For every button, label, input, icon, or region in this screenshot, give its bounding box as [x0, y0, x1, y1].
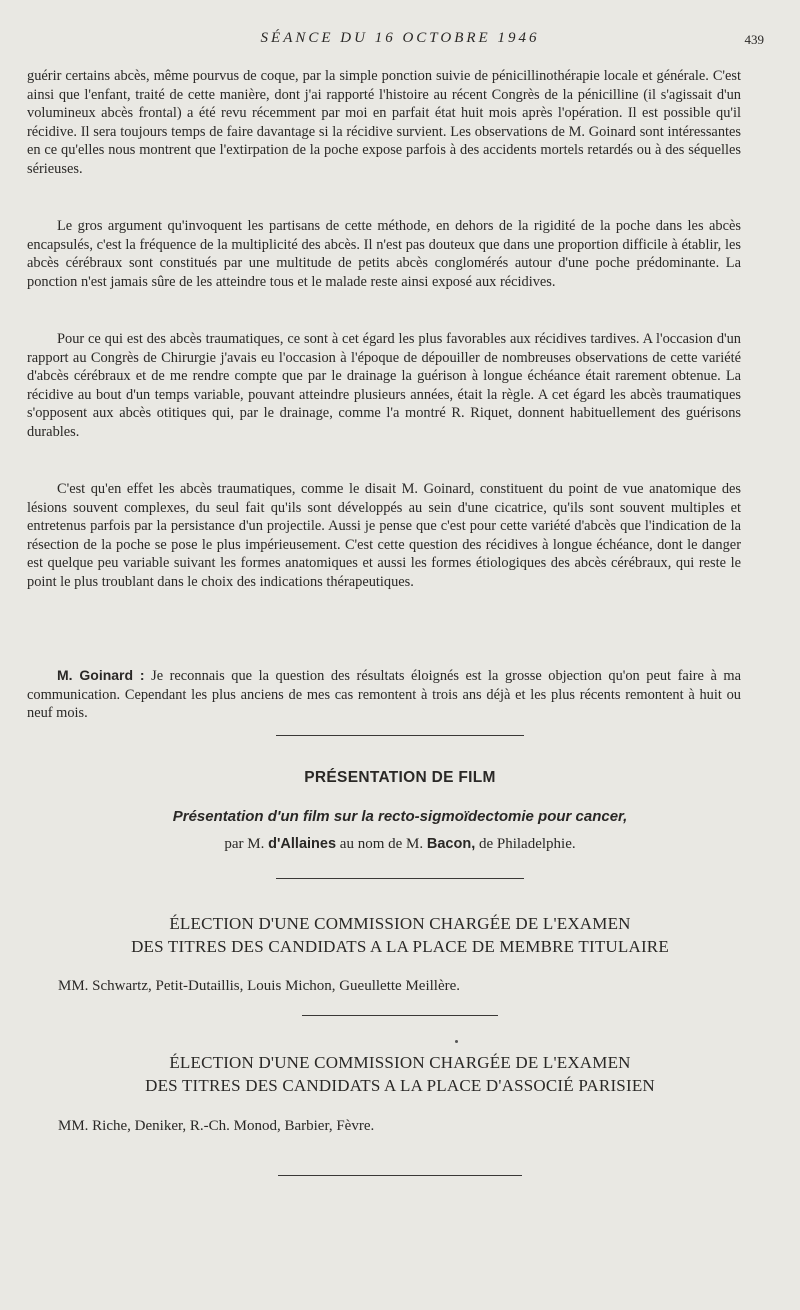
election-associe-heading-line-2: DES TITRES DES CANDIDATS A LA PLACE D'ASSOCIÉ PARISIEN — [145, 1076, 655, 1095]
ink-speck — [455, 1040, 458, 1043]
running-head-title: SÉANCE DU 16 OCTOBRE 1946 — [260, 30, 540, 46]
byline-suffix: de Philadelphie. — [478, 836, 576, 852]
election-titulaire-members: MM. Schwartz, Petit-Dutaillis, Louis Michon, Gueullette Meillère. — [58, 978, 461, 994]
section-divider — [276, 735, 524, 736]
section-divider — [276, 878, 524, 879]
election-associe-members: MM. Riche, Deniker, R.-Ch. Monod, Barbier, Fèvre. — [58, 1118, 375, 1134]
byline-author: d'Allaines — [268, 836, 337, 852]
reply-speaker: M. Goinard : — [57, 667, 145, 683]
film-heading: PRÉSENTATION DE FILM — [304, 769, 496, 786]
paragraph-2: Le gros argument qu'invoquent les partisans de cette méthode, en dehors de la rigidité de la poche dans les abcès encapsulés, c'est la fréquence de la multiplicité des abcès. Il n'est pas douteux que dans une proportion difficile à établir, les abcès cérébraux sont constitués par une multitude de petits abcès conglomérés autour d'une poche prédominante. La ponction n'est jamais sûre de les atteindre tous et le malade reste ainsi exposé aux récidives. — [27, 218, 741, 290]
paragraph-3: Pour ce qui est des abcès traumatiques, ce sont à cet égard les plus favorables aux récidives tardives. A l'occasion d'un rapport au Congrès de Chirurgie j'avais eu l'occasion à l'époque de dépouiller de nombreuses observations de cette variété d'abcès cérébraux et de me rendre compte que par le drainage la guérison à longue échéance était rarement obtenue. La récidive au bout d'un temps variable, pouvant atteindre plusieurs années, était la règle. A cet égard les abcès traumatiques s'opposent aux abcès otitiques qui, par le drainage, comme l'a montré R. Riquet, donnent habituellement des guérisons durables. — [27, 331, 741, 440]
paragraph-1: guérir certains abcès, même pourvus de coque, par la simple ponction suivie de pénicillinothérapie locale et générale. C'est ainsi que l'enfant, traité de cette manière, dont j'ai rapporté l'histoire au récent Congrès de la pénicilline (il s'agissait d'un volumineux abcès frontal) a été revu récemment par moi en parfait état huit mois après l'opération. Il est possible qu'il récidive. Il sera toujours temps de faire davantage si la récidive survient. Les observations de M. Goinard sont intéressantes en ce qu'elles nous montrent que l'extirpation de la poche expose parfois à des accidents mortels retardés ou à des séquelles sérieuses. — [27, 68, 741, 177]
section-divider — [278, 1175, 522, 1176]
film-title: Présentation d'un film sur la recto-sigmoïdectomie pour cancer, — [172, 808, 628, 825]
election-titulaire-heading-line-1: ÉLECTION D'UNE COMMISSION CHARGÉE DE L'EXAMEN — [169, 914, 631, 933]
goinard-reply — [27, 666, 741, 723]
byline-coauthor: Bacon, — [426, 836, 476, 852]
running-head — [0, 30, 800, 52]
paragraph-4: C'est qu'en effet les abcès traumatiques, comme le disait M. Goinard, constituent du point de vue anatomique des lésions souvent complexes, du seul fait qu'ils sont développés au sein d'une cicatrice, qu'ils sont souvent multiples et entretenus parfois par la persistance d'un projectile. Aussi je pense que c'est pour cette variété d'abcès que l'indication de la résection de la poche se pose le plus impérieusement. C'est cette question des récidives à longue échéance, dont le danger est quelque peu variable suivant les formes anatomiques et aussi les formes étiologiques des abcès cérébraux, qui reste le point le plus troublant dans le choix des indications thérapeutiques. — [27, 481, 741, 590]
byline-prefix: par M. — [224, 836, 265, 852]
page-number: 439 — [744, 32, 764, 47]
election-titulaire-heading-line-2: DES TITRES DES CANDIDATS A LA PLACE DE MEMBRE TITULAIRE — [131, 937, 669, 956]
byline-middle: au nom de M. — [339, 836, 424, 852]
section-divider — [302, 1015, 498, 1016]
election-associe-heading-line-1: ÉLECTION D'UNE COMMISSION CHARGÉE DE L'EXAMEN — [169, 1053, 631, 1072]
film-byline — [0, 836, 800, 853]
reply-text: Je reconnais que la question des résultats éloignés est la grosse objection qu'on peut faire à ma communication. Cependant les plus anciens de mes cas remontent à trois ans déjà et les plus récents remontent à huit ou neuf mois. — [27, 668, 741, 722]
